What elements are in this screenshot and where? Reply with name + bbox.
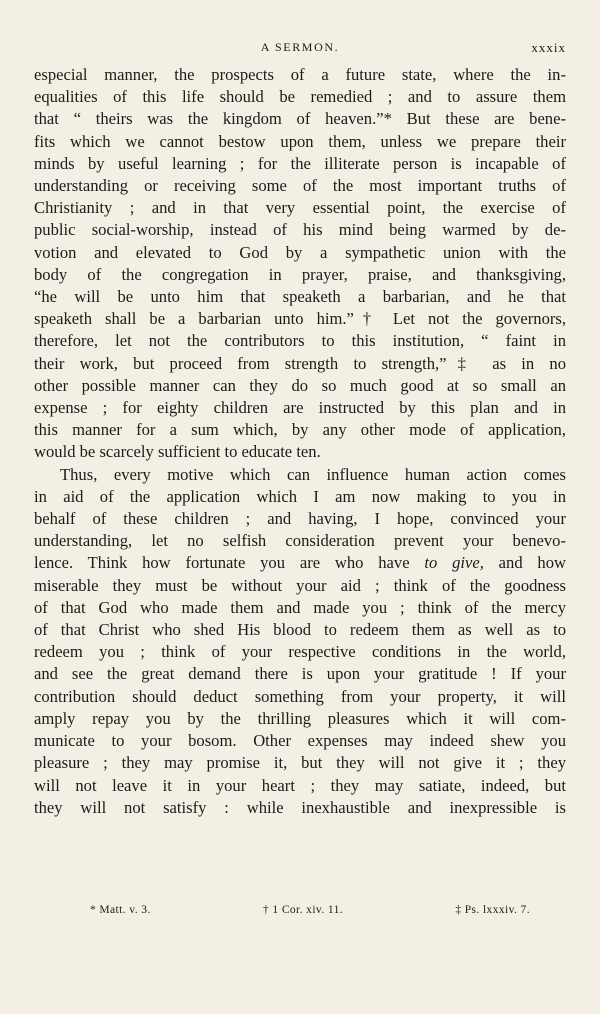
text-line: understanding or receiving some of the most important truths of [34, 176, 566, 196]
text-line: and see the great demand there is upon your gratitude ! If your [34, 664, 566, 684]
text-line: municate to your bosom. Other expenses may indeed shew you [34, 731, 566, 751]
text-line: Christianity ; and in that very essential point, the exercise of [34, 198, 566, 218]
page-number: xxxix [531, 40, 566, 55]
text-line: votion and elevated to God by a sympathetic union with the [34, 242, 566, 262]
footnote: † 1 Cor. xiv. 11. [262, 904, 344, 916]
text-line: Thus, every motive which can influence human action comes [60, 464, 566, 484]
text-line: redeem you ; think of your respective conditions in the world, [34, 642, 566, 662]
footnotes [90, 904, 530, 916]
text-line: fits which we cannot bestow upon them, unless we prepare their [34, 131, 566, 151]
text-line: equalities of this life should be remedied ; and to assure them [34, 87, 566, 107]
text-line: of that God who made them and made you ; think of the mercy [34, 597, 566, 617]
text-line: public social-worship, instead of his mind being warmed by de- [34, 220, 566, 240]
page-header [34, 40, 566, 60]
footnote: * Matt. v. 3. [90, 904, 151, 916]
text-line: that “ theirs was the kingdom of heaven.”* But these are bene- [34, 109, 566, 129]
emphasis: to give, [424, 553, 484, 573]
footnote: ‡ Ps. lxxxiv. 7. [455, 904, 530, 916]
text-line: would be scarcely sufficient to educate ten. [34, 442, 321, 462]
text-line: they will not satisfy : while inexhaustible and inexpressible is [34, 797, 566, 817]
text-line: understanding, let no selfish consideration prevent your benevo- [34, 531, 566, 551]
text-line: “he will be unto him that speaketh a barbarian, and he that [34, 287, 566, 307]
text-line: other possible manner can they do so much good at so small an [34, 375, 566, 395]
text-line: of that Christ who shed His blood to redeem them as well as to [34, 620, 566, 640]
text-line: lence. Think how fortunate you are who have to give, and how [34, 553, 567, 573]
text-line: will not leave it in your heart ; they may satiate, indeed, but [34, 775, 566, 795]
text-line: pleasure ; they may promise it, but they will not give it ; they [34, 753, 566, 773]
text-line: in aid of the application which I am now making to you in [34, 486, 566, 506]
text-line: therefore, let not the contributors to this institution, “ faint in [34, 331, 566, 351]
text-line: this manner for a sum which, by any other mode of application, [34, 420, 566, 440]
body-text [34, 64, 566, 819]
text-line: expense ; for eighty children are instructed by this plan and in [34, 398, 566, 418]
text-line: amply repay you by the thrilling pleasures which it will com- [34, 708, 566, 728]
text-line: speaketh shall be a barbarian unto him.”† Let not the governors, [34, 309, 566, 329]
text-line: contribution should deduct something from your property, it will [34, 686, 566, 706]
text-line: their work, but proceed from strength to strength,”‡ as in no [34, 353, 566, 373]
text-line: body of the congregation in prayer, praise, and thanksgiving, [34, 264, 566, 284]
text-line: behalf of these children ; and having, I hope, convinced your [34, 509, 566, 529]
text-line: miserable they must be without your aid ; think of the goodness [34, 575, 566, 595]
text-line: especial manner, the prospects of a future state, where the in- [34, 65, 566, 84]
text-line: minds by useful learning ; for the illiterate person is incapable of [34, 153, 566, 173]
running-head: A SERMON. [260, 40, 340, 54]
